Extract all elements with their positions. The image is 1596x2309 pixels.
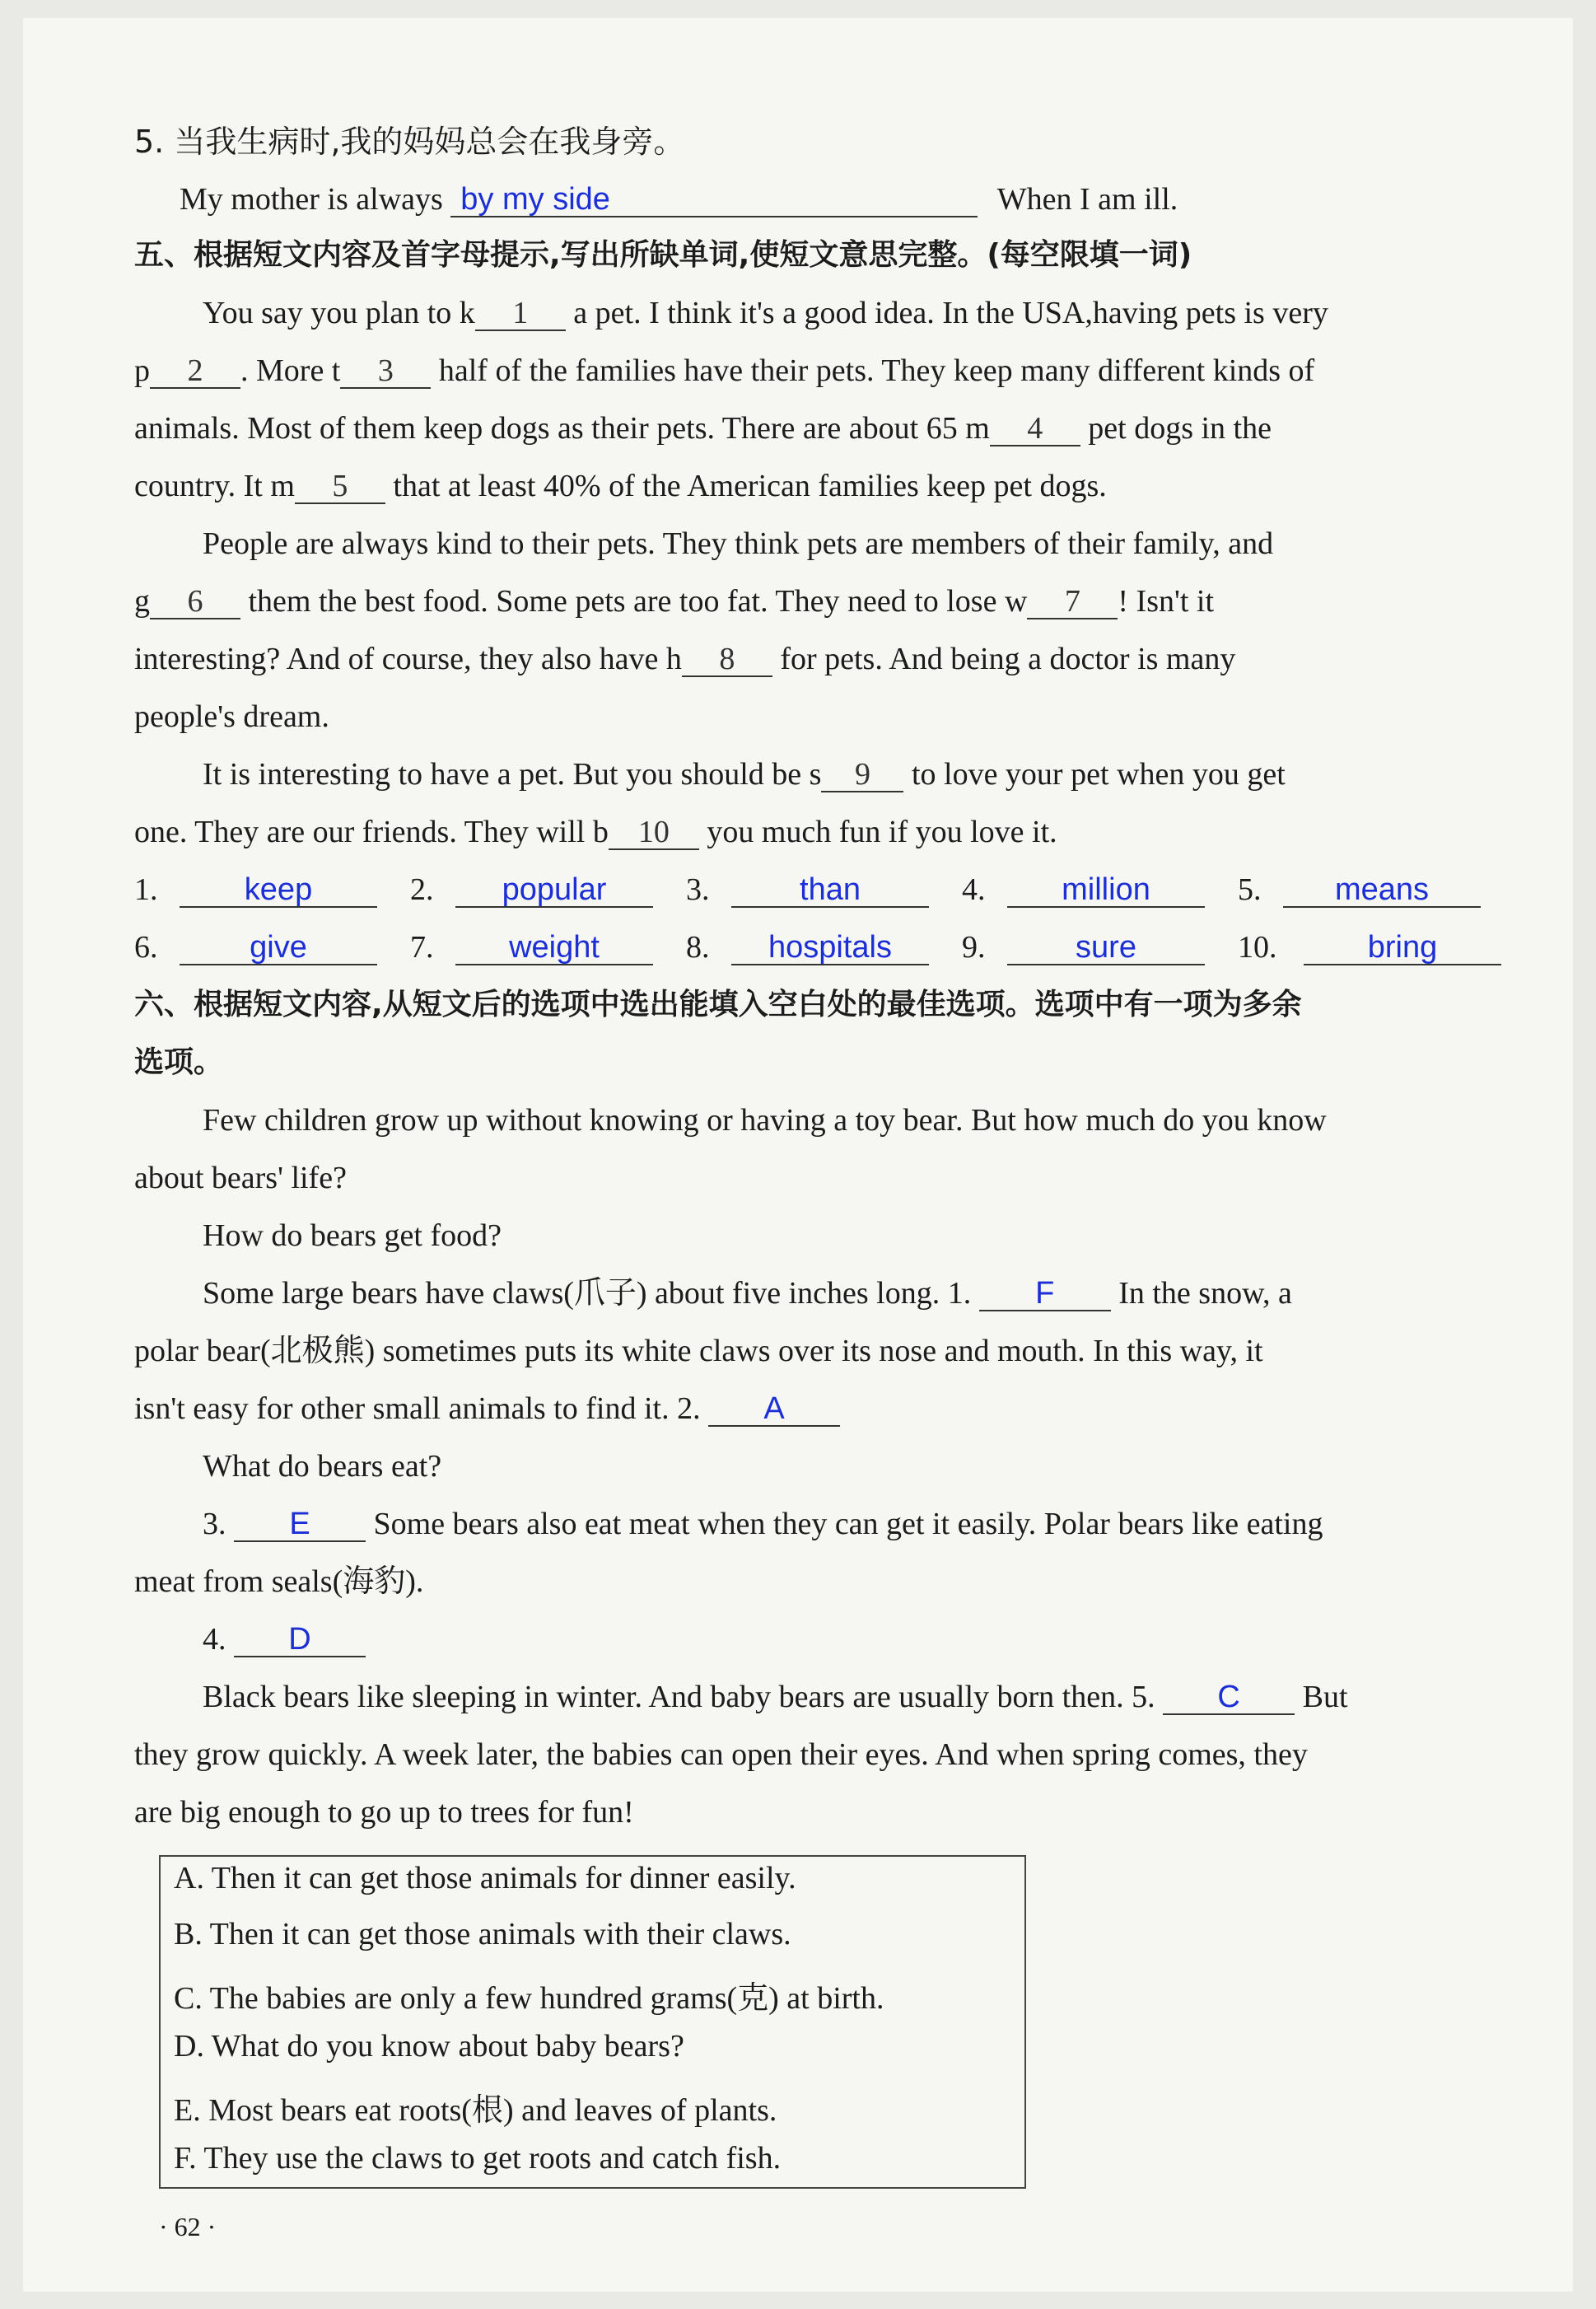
s5-p2-line3: interesting? And of course, they also have h 8 for pets. And being a doctor is many bbox=[134, 642, 1236, 676]
s6-para1-line1: Some large bears have claws(爪子) about five inches long. 1. F In the snow, a bbox=[203, 1276, 1292, 1311]
blank-4[interactable]: 4 bbox=[990, 412, 1080, 446]
s6-subheading-food: How do bears get food? bbox=[203, 1218, 502, 1253]
s5-p1-line1: You say you plan to k 1 a pet. I think it's a good idea. In the USA,having pets is very bbox=[203, 296, 1328, 330]
blank-s6-5[interactable]: C bbox=[1163, 1680, 1295, 1715]
s6-subheading-eat: What do bears eat? bbox=[203, 1449, 442, 1484]
answer-4[interactable]: million bbox=[1007, 873, 1205, 908]
blank-6[interactable]: 6 bbox=[150, 585, 240, 619]
option-e: E. Most bears eat roots(根) and leaves of plants. bbox=[174, 2093, 777, 2128]
blank-5[interactable]: 5 bbox=[295, 470, 385, 504]
s5-p1-line2: p 2 . More t 3 half of the families have their pets. They keep many different kinds of bbox=[134, 353, 1315, 388]
answer-10[interactable]: bring bbox=[1304, 931, 1501, 965]
s6-para4-line1: Black bears like sleeping in winter. And baby bears are usually born then. 5. C But bbox=[203, 1680, 1348, 1714]
q5-suffix: When I am ill. bbox=[996, 182, 1178, 217]
answer-7[interactable]: weight bbox=[455, 931, 653, 965]
s6-intro-line2: about bears' life? bbox=[134, 1161, 347, 1195]
q5-answer: by my side bbox=[460, 182, 610, 217]
options-box bbox=[159, 1855, 1026, 2189]
blank-2[interactable]: 2 bbox=[150, 354, 240, 389]
blank-1[interactable]: 1 bbox=[475, 297, 566, 331]
q5-prefix: My mother is always bbox=[180, 182, 443, 217]
option-d: D. What do you know about baby bears? bbox=[174, 2029, 684, 2064]
s5-p3-line1: It is interesting to have a pet. But you should be s 9 to love your pet when you get bbox=[203, 757, 1286, 792]
blank-7[interactable]: 7 bbox=[1027, 585, 1118, 619]
blank-s6-1[interactable]: F bbox=[979, 1277, 1111, 1311]
worksheet-page bbox=[23, 18, 1573, 2292]
q5-answer-blank[interactable] bbox=[450, 183, 978, 217]
s6-intro-line1: Few children grow up without knowing or having a toy bear. But how much do you know bbox=[203, 1103, 1327, 1138]
s6-para4-line3: are big enough to go up to trees for fun! bbox=[134, 1795, 634, 1830]
blank-s6-2[interactable]: A bbox=[708, 1392, 840, 1427]
section5-heading: 五、根据短文内容及首字母提示,写出所缺单词,使短文意思完整。(每空限填一词) bbox=[134, 238, 1192, 272]
s6-para1-line3: isn't easy for other small animals to find it. 2. A bbox=[134, 1387, 840, 1430]
blank-3[interactable]: 3 bbox=[340, 354, 431, 389]
answer-1[interactable]: keep bbox=[180, 873, 377, 908]
option-f: F. They use the claws to get roots and catch fish. bbox=[174, 2141, 782, 2176]
option-c: C. The babies are only a few hundred grams(克) at birth. bbox=[174, 1981, 884, 2016]
s5-p2-line4: people's dream. bbox=[134, 699, 329, 734]
blank-s6-4[interactable]: D bbox=[234, 1623, 366, 1657]
answers-row-1: 1. keep 2. popular 3. than 4. million 5. means bbox=[134, 868, 1518, 918]
answer-2[interactable]: popular bbox=[455, 873, 653, 908]
s6-para2-line1: 3. E Some bears also eat meat when they can get it easily. Polar bears like eating bbox=[203, 1507, 1323, 1541]
blank-9[interactable]: 9 bbox=[821, 758, 903, 792]
s6-para4-line2: they grow quickly. A week later, the babies can open their eyes. And when spring comes, they bbox=[134, 1737, 1308, 1772]
option-a: A. Then it can get those animals for dinner easily. bbox=[174, 1861, 796, 1895]
s6-para3-line1: 4. D bbox=[203, 1618, 366, 1661]
section6-heading-line2: 选项。 bbox=[134, 1045, 224, 1079]
option-b: B. Then it can get those animals with their claws. bbox=[174, 1917, 791, 1951]
page-number: · 62 · bbox=[159, 2212, 217, 2241]
blank-8[interactable]: 8 bbox=[682, 643, 772, 677]
answer-9[interactable]: sure bbox=[1007, 931, 1205, 965]
q5-sentence bbox=[180, 178, 1178, 221]
answer-5[interactable]: means bbox=[1283, 873, 1481, 908]
answer-3[interactable]: than bbox=[731, 873, 929, 908]
s5-p3-line2: one. They are our friends. They will b 10 you much fun if you love it. bbox=[134, 815, 1057, 849]
answer-6[interactable]: give bbox=[180, 931, 377, 965]
s6-para1-line2: polar bear(北极熊) sometimes puts its white claws over its nose and mouth. In this way, it bbox=[134, 1334, 1263, 1368]
s5-p2-line1: People are always kind to their pets. They think pets are members of their family, and bbox=[203, 526, 1274, 561]
s6-para2-line2: meat from seals(海豹). bbox=[134, 1564, 424, 1599]
q5-chinese: 5. 当我生病时,我的妈妈总会在我身旁。 bbox=[134, 124, 685, 160]
answers-row-2: 6. give 7. weight 8. hospitals 9. sure 10. bring bbox=[134, 926, 1518, 975]
blank-s6-3[interactable]: E bbox=[234, 1507, 366, 1542]
section6-heading-line1: 六、根据短文内容,从短文后的选项中选出能填入空白处的最佳选项。选项中有一项为多余 bbox=[134, 988, 1302, 1021]
s5-p2-line2: g 6 them the best food. Some pets are too fat. They need to lose w 7 ! Isn't it bbox=[134, 584, 1215, 619]
answer-8[interactable]: hospitals bbox=[731, 931, 929, 965]
blank-10[interactable]: 10 bbox=[609, 816, 699, 850]
s5-p1-line3: animals. Most of them keep dogs as their pets. There are about 65 m 4 pet dogs in the bbox=[134, 411, 1272, 446]
s5-p1-line4: country. It m 5 that at least 40% of the American families keep pet dogs. bbox=[134, 469, 1107, 503]
